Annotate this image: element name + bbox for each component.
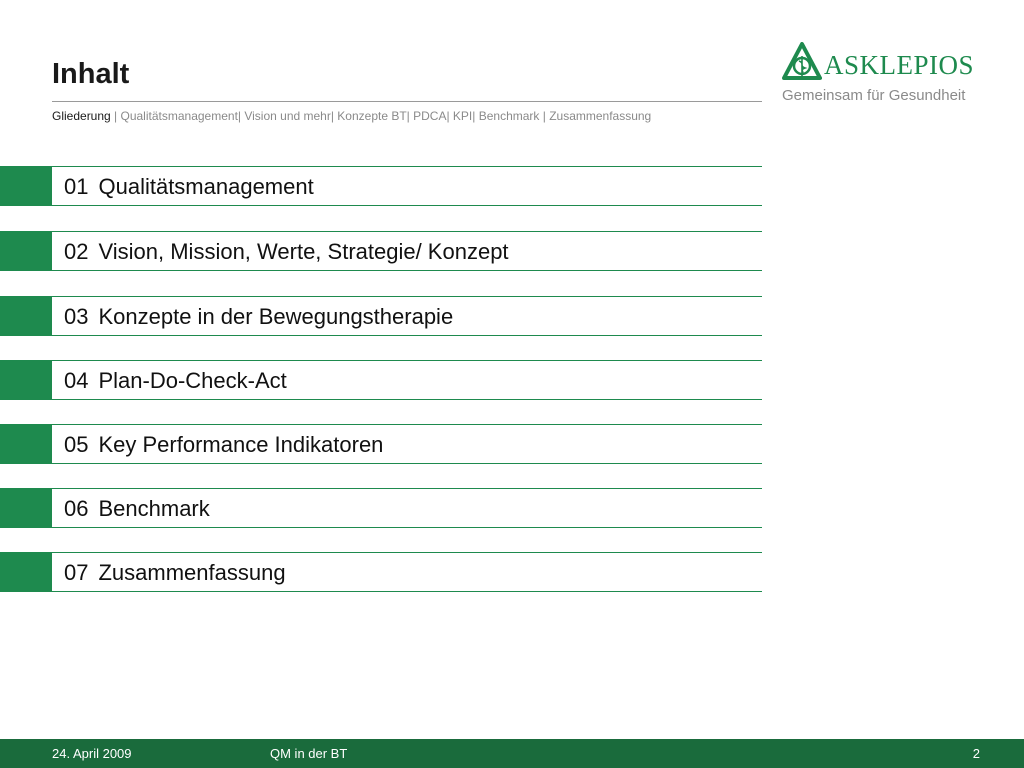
toc-rule-top [52,552,762,553]
toc-title: Benchmark [98,496,210,521]
toc-label [64,239,509,265]
toc-title: Vision, Mission, Werte, Strategie/ Konzept [98,239,509,264]
asklepios-triangle-icon [782,42,822,82]
toc-marker [0,296,52,336]
toc-number: 06 [64,496,89,521]
breadcrumb [52,109,651,123]
toc-title: Zusammenfassung [98,560,286,585]
toc-item-01[interactable] [0,166,762,206]
toc-title: Key Performance Indikatoren [98,432,384,457]
footer-bar [0,739,1024,768]
toc-marker [0,166,52,206]
toc-rule-bottom [52,270,762,271]
toc-label [64,174,314,200]
logo-tagline: Gemeinsam für Gesundheit [782,87,966,104]
toc-label [64,304,453,330]
toc-number: 01 [64,174,89,199]
toc-number: 07 [64,560,89,585]
toc-item-02[interactable] [0,231,762,271]
toc-number: 02 [64,239,89,264]
toc-rule-bottom [52,591,762,592]
toc-label [64,368,287,394]
breadcrumb-rest: | Qualitätsmanagement| Vision und mehr| Konzepte BT| PDCA| KPI| Benchmark | Zusammenfassung [110,109,652,123]
toc-number: 04 [64,368,89,393]
toc-marker [0,424,52,464]
toc-rule-bottom [52,205,762,206]
toc-rule-top [52,166,762,167]
title-divider [52,101,762,102]
toc-title: Qualitätsmanagement [98,174,314,199]
toc-rule-top [52,296,762,297]
asklepios-logo [782,42,992,106]
toc-marker [0,552,52,592]
toc-rule-top [52,360,762,361]
footer-date: 24. April 2009 [52,746,132,761]
toc-item-04[interactable] [0,360,762,400]
toc-label [64,432,383,458]
page-number: 2 [972,746,980,761]
toc-rule-top [52,488,762,489]
toc-item-07[interactable] [0,552,762,592]
breadcrumb-current: Gliederung [52,109,111,123]
footer-title: QM in der BT [270,746,348,761]
toc-marker [0,488,52,528]
toc-rule-bottom [52,463,762,464]
toc-rule-bottom [52,335,762,336]
logo-name: ASKLEPIOS [824,50,975,80]
page-title: Inhalt [52,58,130,90]
toc-title: Konzepte in der Bewegungstherapie [98,304,454,329]
toc-rule-bottom [52,399,762,400]
toc-number: 05 [64,432,89,457]
toc-item-06[interactable] [0,488,762,528]
toc-rule-top [52,424,762,425]
toc-rule-bottom [52,527,762,528]
toc-item-03[interactable] [0,296,762,336]
toc-marker [0,231,52,271]
toc-item-05[interactable] [0,424,762,464]
toc-number: 03 [64,304,89,329]
toc-rule-top [52,231,762,232]
toc-label [64,560,286,586]
toc-label [64,496,210,522]
toc-title: Plan-Do-Check-Act [98,368,287,393]
toc-marker [0,360,52,400]
